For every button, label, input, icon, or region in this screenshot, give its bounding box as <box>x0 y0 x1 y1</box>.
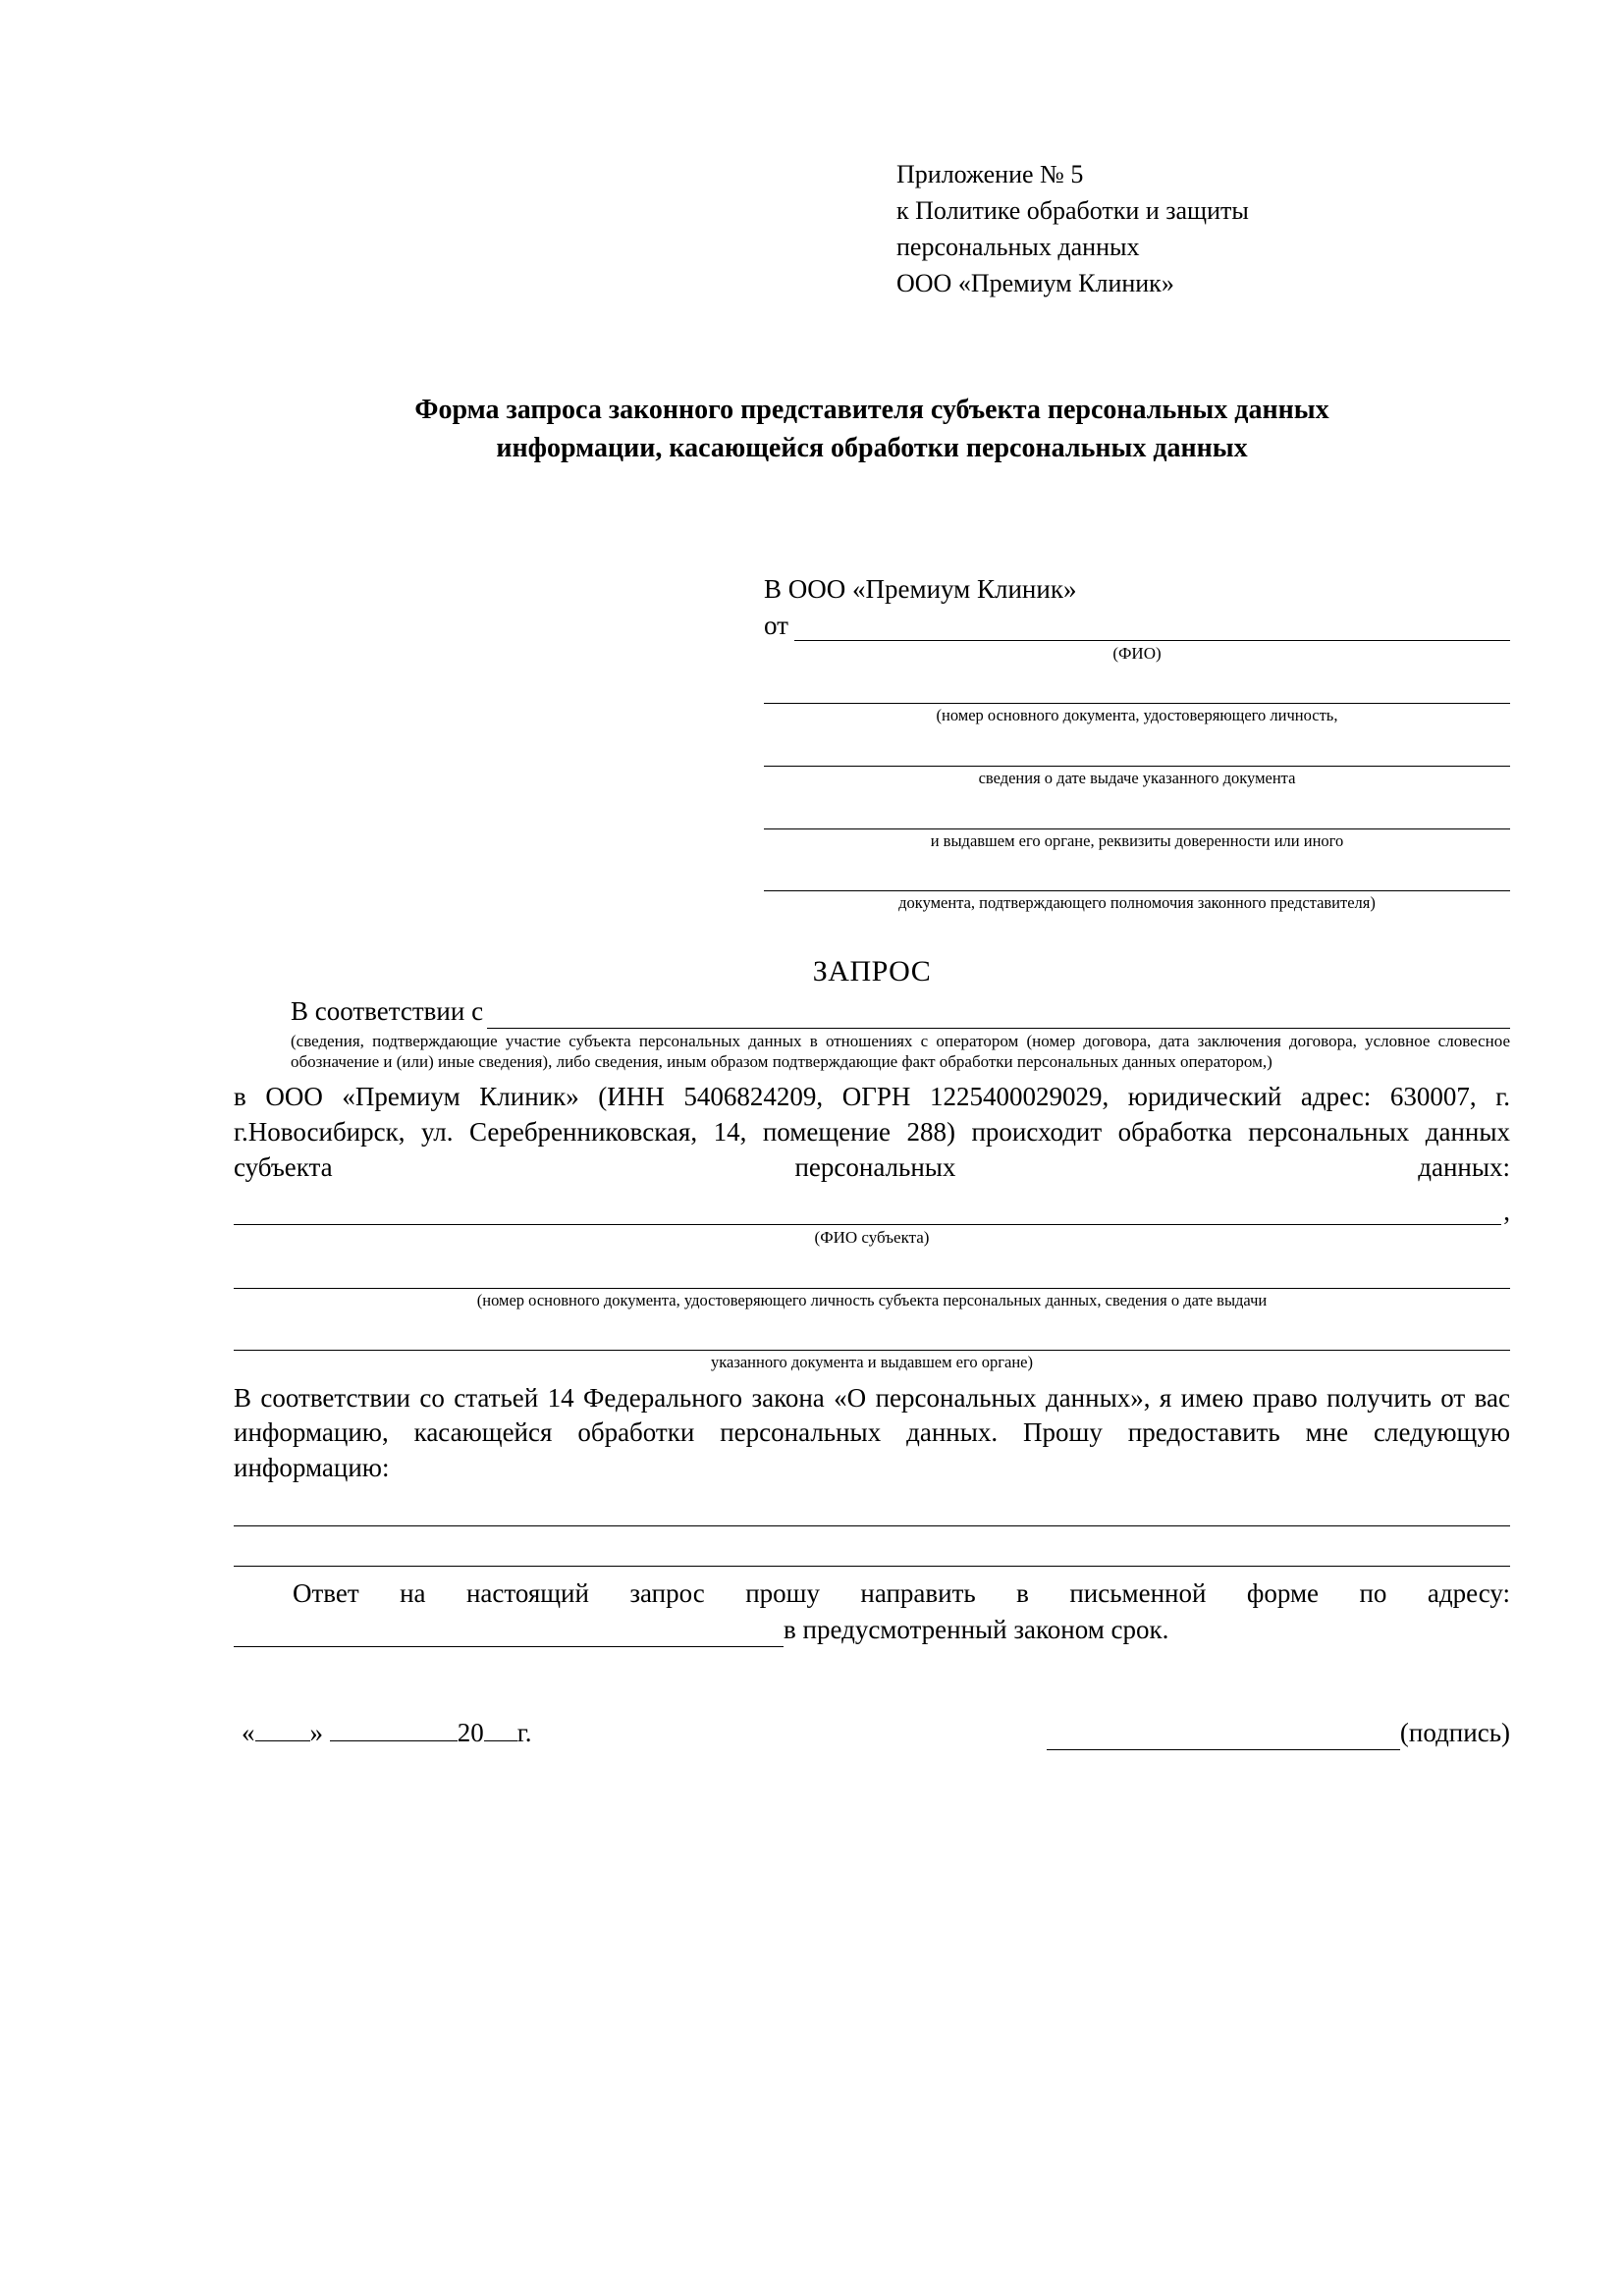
doc-number-field <box>764 677 1510 726</box>
law-paragraph: В соответствии со статьей 14 Федерального закона «О персональных данных», я имею право получить от вас информацию, касающейся обработки персональных данных. Прошу предоставить мне следующую информацию: <box>234 1382 1510 1483</box>
signature-label: (подпись) <box>1399 1717 1510 1747</box>
doc-date-blank[interactable] <box>764 740 1510 767</box>
doc-organ-field <box>764 803 1510 852</box>
doc-date-field <box>764 740 1510 789</box>
page-title <box>234 391 1510 469</box>
appendix-header <box>896 157 1510 302</box>
subject-doc-field-2 <box>234 1324 1510 1373</box>
appendix-header-line-4: ООО «Премиум Клиник» <box>896 268 1174 297</box>
signature-blank[interactable] <box>1047 1728 1400 1750</box>
appendix-header-line-3: персональных данных <box>896 232 1140 261</box>
intro-caption: (сведения, подтверждающие участие субъекта персональных данных в отношениях с оператором (номер договора, дата заключения договора, условное словесное обозначение и (или) иные сведения), либо сведения, иным образом подтверждающие факт обработки персональных данных оператором,) <box>291 1031 1510 1071</box>
date-field[interactable] <box>234 1716 532 1750</box>
intro-label: В соответствии с <box>291 995 484 1026</box>
doc-auth-field <box>764 865 1510 914</box>
page-title-line-1: Форма запроса законного представителя субъекта персональных данных <box>414 394 1329 425</box>
caption-subject-doc: (номер основного документа, удостоверяющего личность субъекта персональных данных, сведения о дате выдачи <box>476 1290 1268 1309</box>
date-quote-open: « <box>242 1717 255 1747</box>
doc-number-blank[interactable] <box>764 677 1510 704</box>
caption-doc-organ: и выдавшем его органе, реквизиты доверенности или иного <box>930 830 1344 850</box>
subject-doc-field <box>234 1262 1510 1311</box>
subject-fio-comma: , <box>1503 1197 1510 1227</box>
organization-paragraph: в ООО «Премиум Клиник» (ИНН 5406824209, ОГРН 1225400029029, юридический адрес: 630007, г. г.Новосибирск, ул. Серебренниковская, 14, помещение 288) происходит обработка персональных данных субъекта персональных данных: <box>234 1082 1510 1182</box>
caption-doc-auth: документа, подтверждающего полномочия законного представителя) <box>898 893 1376 913</box>
date-suffix: г. <box>516 1717 532 1747</box>
intro-row <box>234 994 1510 1029</box>
answer-address-blank[interactable] <box>234 1623 784 1647</box>
caption-doc-date: сведения о дате выдаче указанного документа <box>978 769 1296 787</box>
from-name-blank[interactable] <box>794 618 1510 641</box>
answer-paragraph: Ответ на настоящий запрос прошу направить в письменной форме по адресу: <box>293 1577 1510 1608</box>
caption-subject-doc-2: указанного документа и выдавшем его органе) <box>711 1353 1033 1372</box>
caption-subject-fio: (ФИО субъекта) <box>814 1228 930 1248</box>
answer-tail: в предусмотренный законом срок. <box>784 1614 1169 1644</box>
request-body <box>234 994 1510 1750</box>
request-heading: ЗАПРОС <box>812 954 932 988</box>
from-label: от <box>764 611 788 641</box>
addressee-organization: В ООО «Премиум Клиник» <box>764 574 1077 605</box>
date-month-blank[interactable] <box>330 1740 458 1741</box>
intro-blank[interactable] <box>487 1006 1510 1029</box>
info-blank-1-wrap <box>234 1500 1510 1526</box>
signature-row <box>234 1716 1510 1750</box>
date-day-blank[interactable] <box>255 1740 310 1741</box>
caption-doc-number: (номер основного документа, удостоверяющего личность, <box>936 706 1338 725</box>
doc-auth-blank[interactable] <box>764 865 1510 891</box>
addressee-block <box>764 574 1510 914</box>
appendix-header-line-1: Приложение № 5 <box>896 160 1084 188</box>
date-year: 20 <box>457 1717 484 1747</box>
appendix-header-line-2: к Политике обработки и защиты <box>896 195 1249 225</box>
signature-field <box>1047 1716 1510 1750</box>
doc-organ-blank[interactable] <box>764 803 1510 829</box>
info-blank-1[interactable] <box>234 1500 1510 1526</box>
caption-fio: (ФИО) <box>1112 644 1162 664</box>
date-quote-close: » <box>309 1717 323 1747</box>
info-blank-2-wrap <box>234 1540 1510 1567</box>
document-content <box>234 0 1510 1750</box>
subject-fio-blank[interactable] <box>234 1201 1501 1225</box>
subject-doc-blank[interactable] <box>234 1262 1510 1289</box>
page-title-line-2: информации, касающейся обработки персональных данных <box>496 433 1248 464</box>
answer-address-row <box>234 1613 1510 1647</box>
info-blank-2[interactable] <box>234 1540 1510 1567</box>
date-year-blank[interactable] <box>484 1740 517 1741</box>
subject-fio-field <box>234 1199 1510 1248</box>
from-field-row <box>764 611 1510 641</box>
subject-doc-blank-2[interactable] <box>234 1324 1510 1351</box>
